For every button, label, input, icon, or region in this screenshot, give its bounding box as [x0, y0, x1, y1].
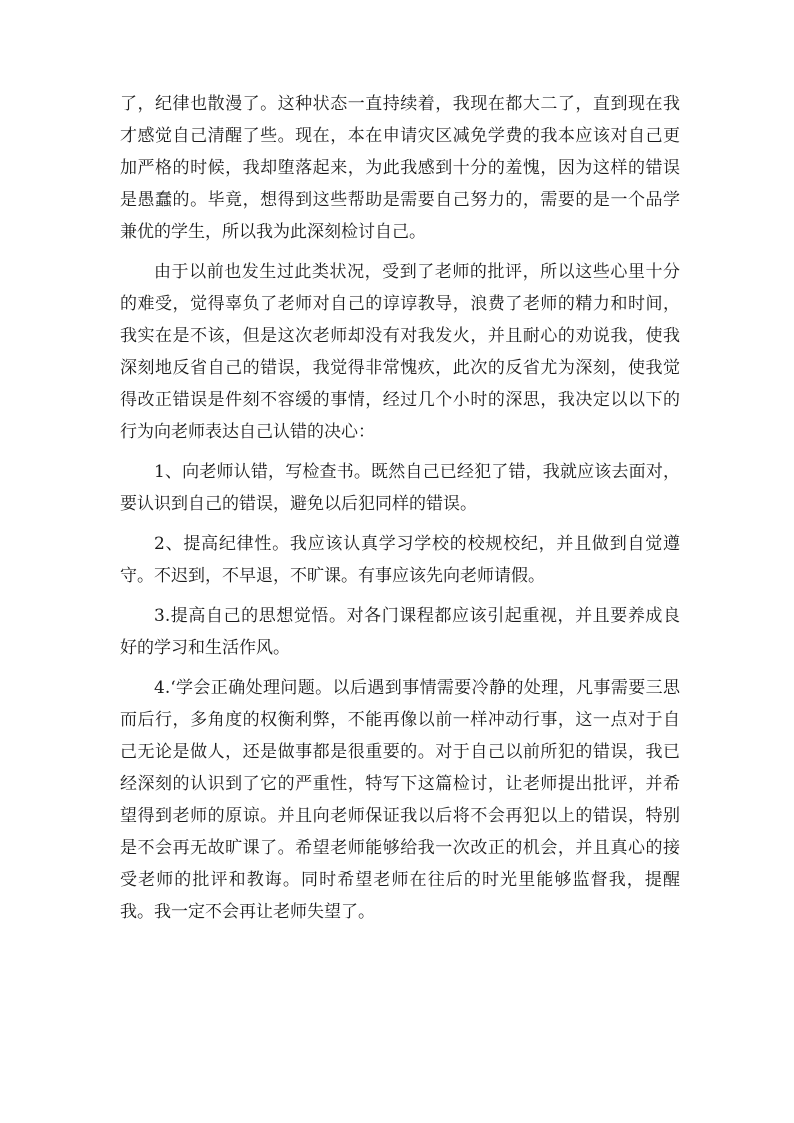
- paragraph-item-4: 4.‘学会正确处理问题。以后遇到事情需要冷静的处理，凡事需要三思而后行，多角度的权衡利弊，不能再像以前一样冲动行事，这一点对于自己无论是做人，还是做事都是很重要的。对于自己以前所犯的错误，我已经深刻的认识到了它的严重性，特写下这篇检讨，让老师提出批评，并希望得到老师的原谅。并且向老师保证我以后将不会再犯以上的错误，特别是不会再无故旷课了。希望老师能够给我一次改正的机会，并且真心的接受老师的批评和教诲。同时希望老师在往后的时光里能够监督我，提醒我。我一定不会再让老师失望了。: [120, 678, 680, 922]
- paragraph-continuation: 了，纪律也散漫了。这种状态一直持续着，我现在都大二了，直到现在我才感觉自己清醒了些。现在，本在申请灾区减免学费的我本应该对自己更加严格的时候，我却堕落起来，为此我感到十分的羞愧，因为这样的错误是愚蠢的。毕竟，想得到这些帮助是需要自己努力的，需要的是一个品学兼优的学生，所以我为此深刻检讨自己。: [120, 94, 680, 242]
- document-body: [120, 88, 680, 928]
- paragraph-item-2: 2、提高纪律性。我应该认真学习学校的校规校纪，并且做到自觉遵守。不迟到，不早退，不旷课。有事应该先向老师请假。: [120, 534, 680, 586]
- paragraph-item-1: 1、向老师认错，写检查书。既然自己已经犯了错，我就应该去面对，要认识到自己的错误，避免以后犯同样的错误。: [120, 462, 680, 514]
- paragraph-reflection: 由于以前也发生过此类状况，受到了老师的批评，所以这些心里十分的难受，觉得辜负了老师对自己的谆谆教导，浪费了老师的精力和时间，我实在是不该，但是这次老师却没有对我发火，并且耐心的劝说我，使我深刻地反省自己的错误，我觉得非常愧疚，此次的反省尤为深刻，使我觉得改正错误是件刻不容缓的事情，经过几个小时的深思，我决定以以下的行为向老师表达自己认错的决心：: [120, 262, 680, 442]
- paragraph-item-3: 3.提高自己的思想觉悟。对各门课程都应该引起重视，并且要养成良好的学习和生活作风。: [120, 606, 680, 658]
